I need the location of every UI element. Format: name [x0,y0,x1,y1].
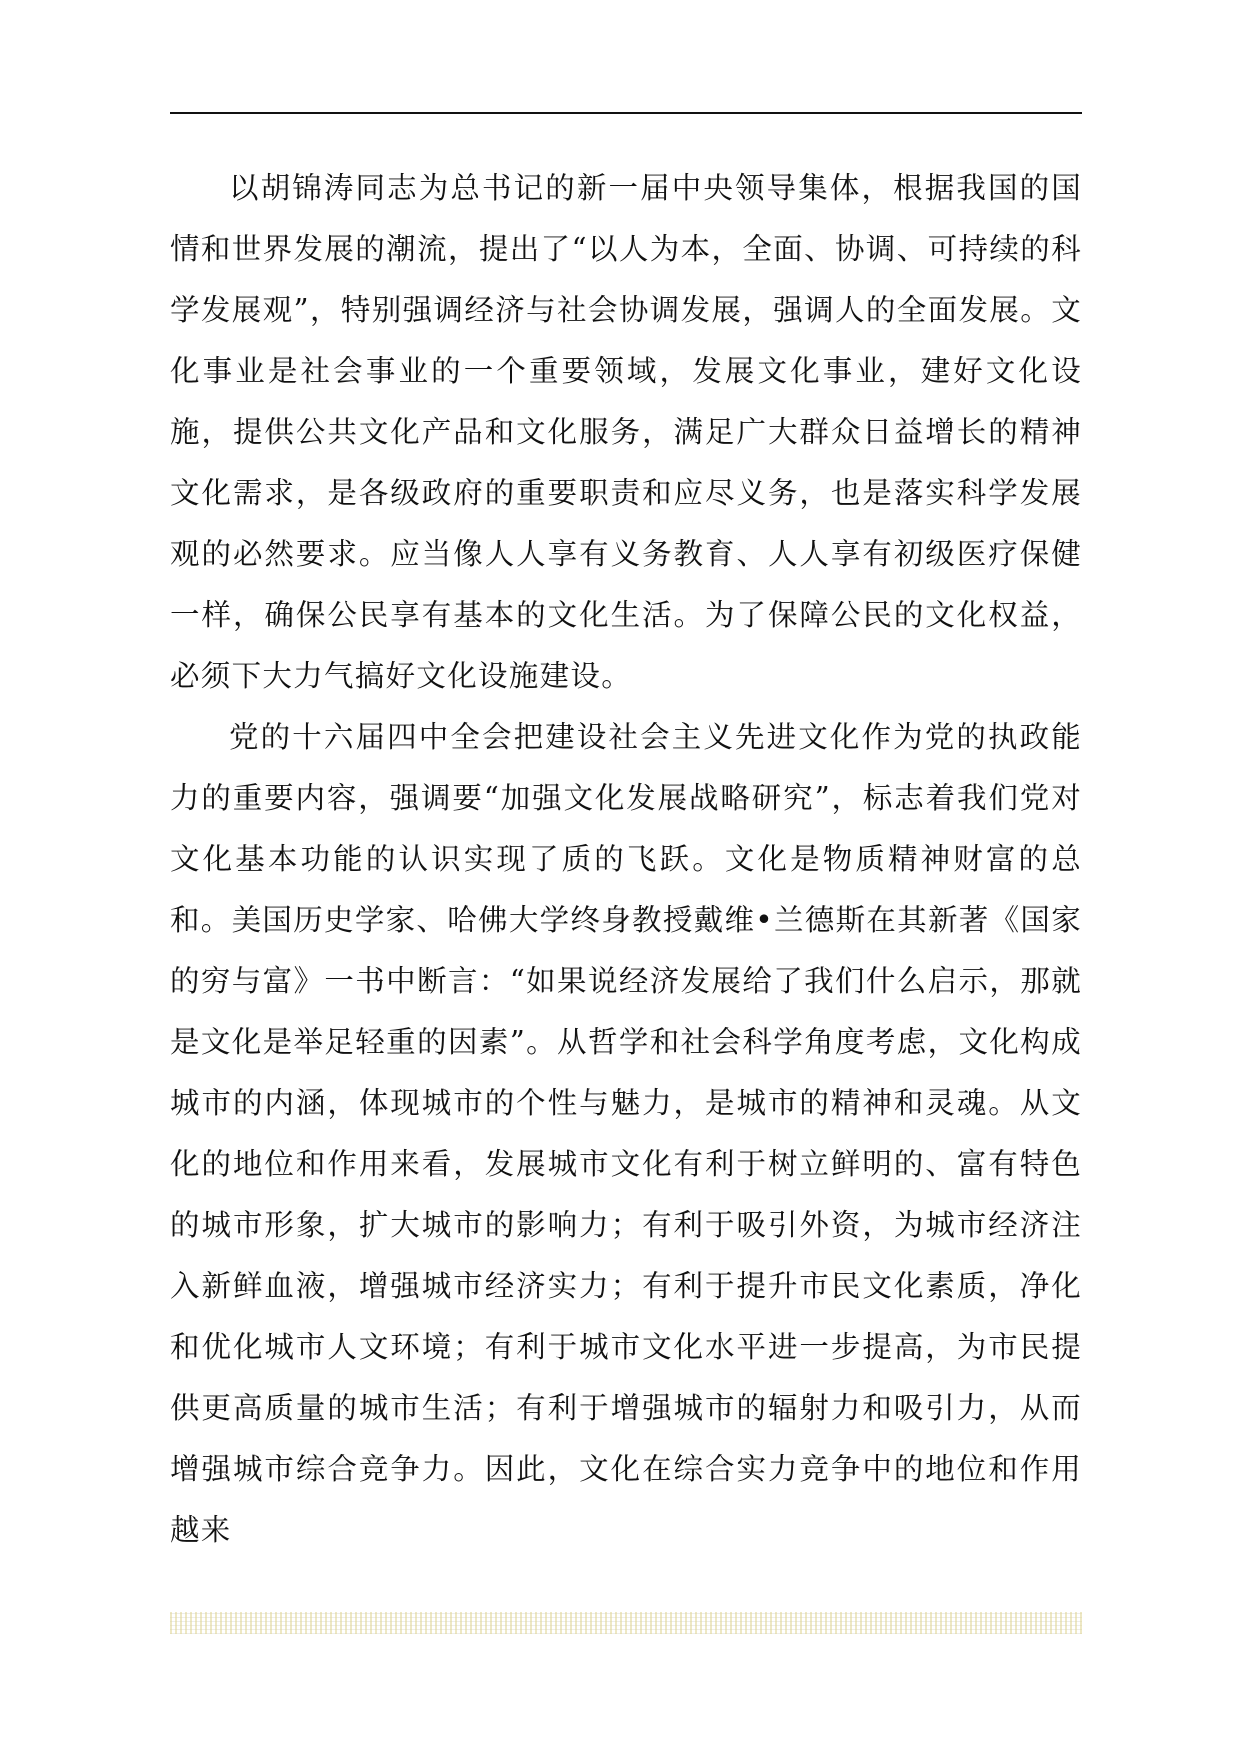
document-body [170,158,1082,1561]
footer-watermark [170,1612,1082,1634]
body-paragraph: 以胡锦涛同志为总书记的新一届中央领导集体，根据我国的国情和世界发展的潮流，提出了“以人为本，全面、协调、可持续的科学发展观”，特别强调经济与社会协调发展，强调人的全面发展。文化事业是社会事业的一个重要领域，发展文化事业，建好文化设施，提供公共文化产品和文化服务，满足广大群众日益增长的精神文化需求，是各级政府的重要职责和应尽义务，也是落实科学发展观的必然要求。应当像人人享有义务教育、人人享有初级医疗保健一样，确保公民享有基本的文化生活。为了保障公民的文化权益，必须下大力气搞好文化设施建设。 [170,171,1082,693]
header-rule [170,112,1082,114]
body-paragraph: 党的十六届四中全会把建设社会主义先进文化作为党的执政能力的重要内容，强调要“加强文化发展战略研究”，标志着我们党对文化基本功能的认识实现了质的飞跃。文化是物质精神财富的总和。美国历史学家、哈佛大学终身教授戴维•兰德斯在其新著《国家的穷与富》一书中断言：“如果说经济发展给了我们什么启示，那就是文化是举足轻重的因素”。从哲学和社会科学角度考虑，文化构成城市的内涵，体现城市的个性与魅力，是城市的精神和灵魂。从文化的地位和作用来看，发展城市文化有利于树立鲜明的、富有特色的城市形象，扩大城市的影响力；有利于吸引外资，为城市经济注入新鲜血液，增强城市经济实力；有利于提升市民文化素质，净化和优化城市人文环境；有利于城市文化水平进一步提高，为市民提供更高质量的城市生活；有利于增强城市的辐射力和吸引力，从而增强城市综合竞争力。因此，文化在综合实力竞争中的地位和作用越来 [170,720,1082,1547]
